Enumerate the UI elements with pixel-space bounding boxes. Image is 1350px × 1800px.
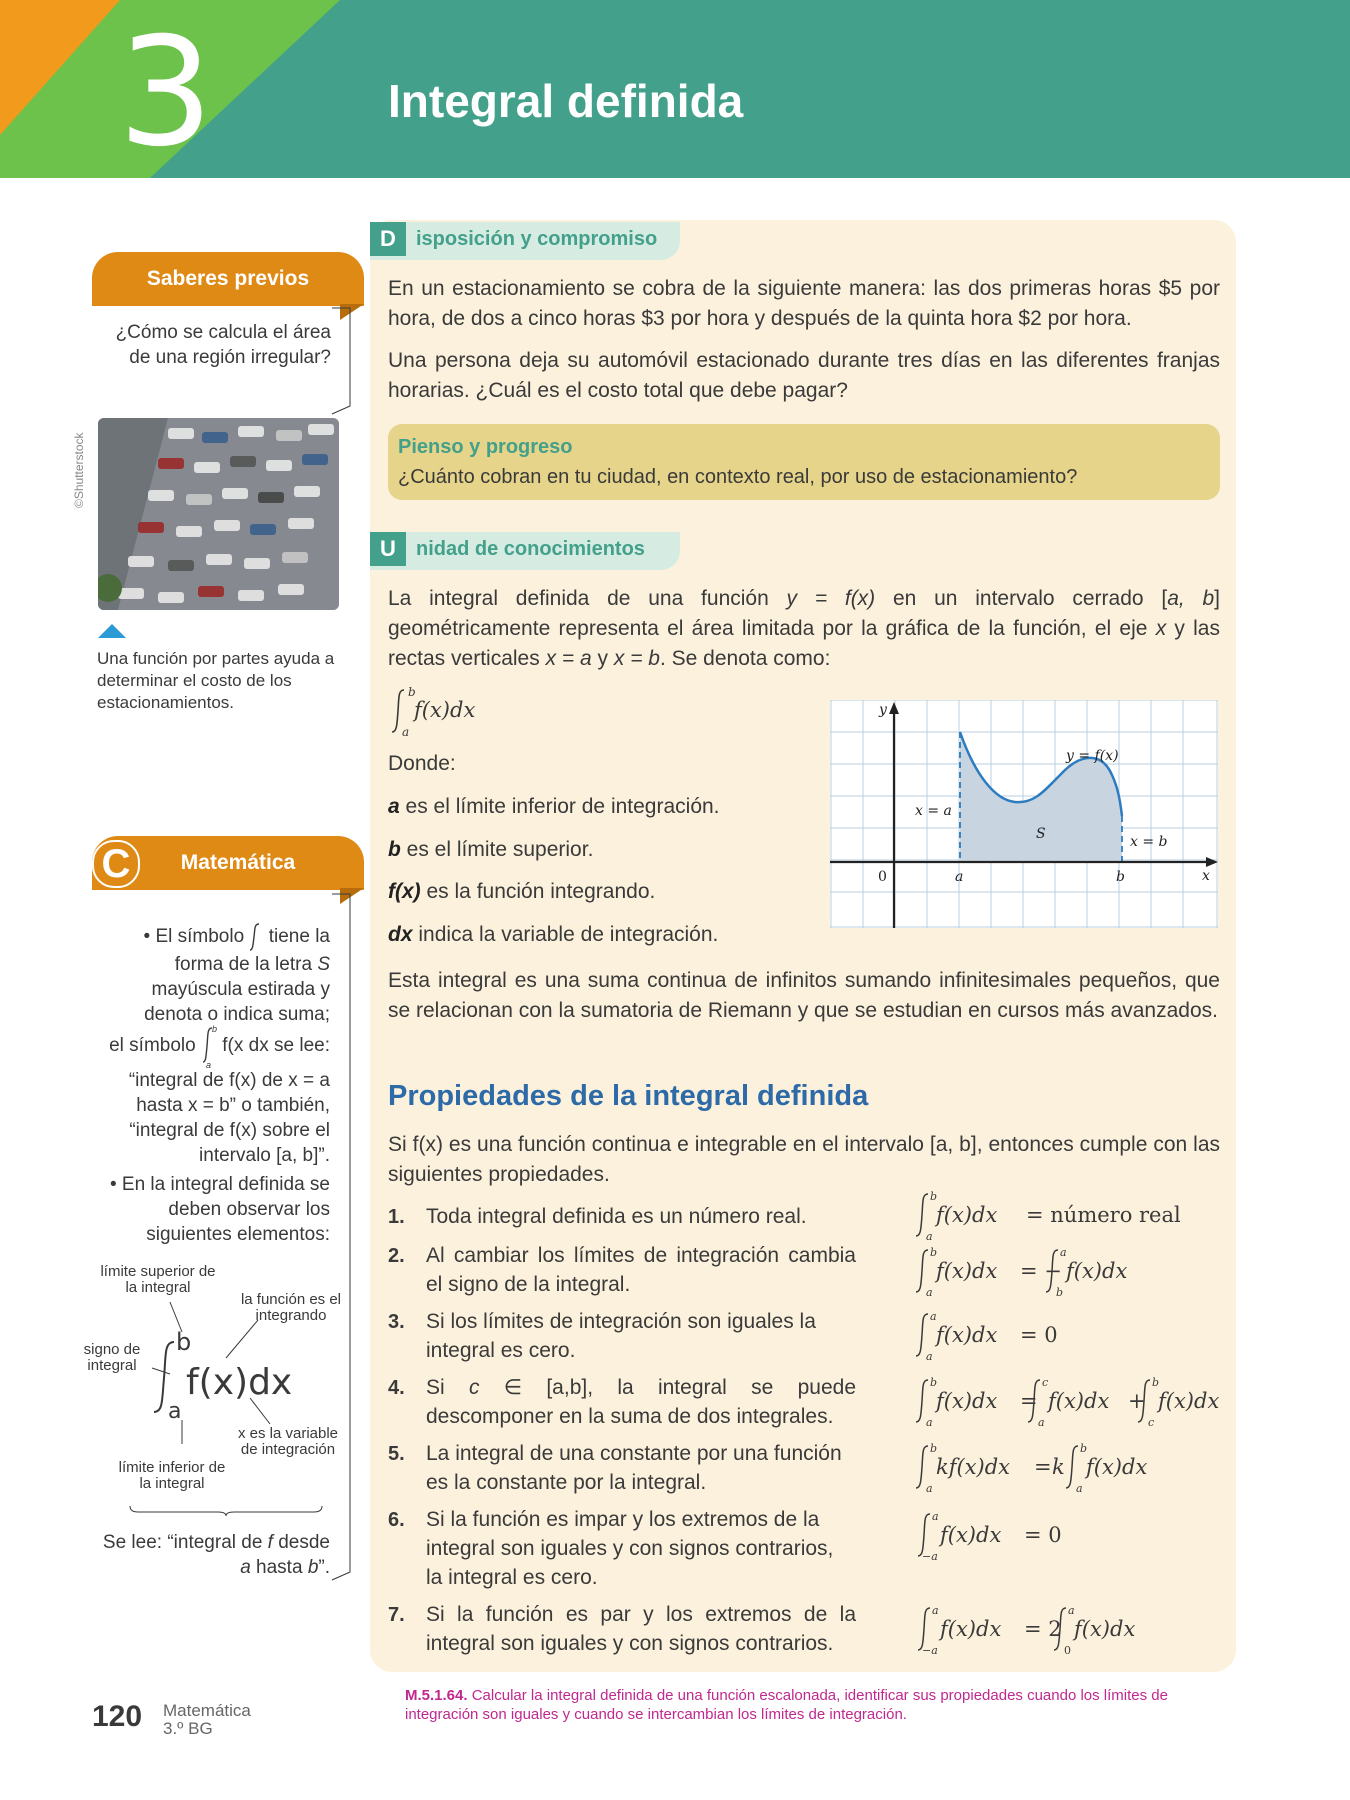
symbol-reading: el símbolo b a f(x dx se lee:	[109, 1024, 330, 1068]
section-title: nidad de conocimientos	[416, 538, 645, 560]
svg-text:f(x)dx: f(x)dx	[1086, 1455, 1148, 1479]
svg-text:kf(x)dx: kf(x)dx	[936, 1455, 1011, 1479]
section-letter: D	[370, 222, 406, 256]
x-axis-label: x	[1202, 868, 1210, 884]
svg-text:a: a	[926, 1230, 933, 1243]
annotation-integral-sign: signo de integral	[83, 1341, 141, 1374]
svg-text:=: =	[1020, 1389, 1038, 1413]
area-graph-svg	[830, 700, 1218, 928]
svg-text:b: b	[176, 1328, 192, 1356]
matematica-letter-icon: C	[92, 840, 140, 888]
section-title: isposición y compromiso	[416, 228, 658, 250]
property-text: Toda integral definida es un número real.	[426, 1205, 807, 1228]
section-tab-unidad	[370, 532, 680, 570]
y-axis-label: y	[879, 702, 887, 718]
svg-text:c: c	[1042, 1376, 1049, 1389]
svg-text:f(x)dx: f(x)dx	[936, 1259, 998, 1283]
svg-text:b: b	[930, 1376, 938, 1389]
matematica-tab	[92, 836, 364, 890]
svg-text:a: a	[926, 1350, 933, 1363]
svg-text:= −: = −	[1020, 1259, 1062, 1283]
svg-text:b: b	[930, 1442, 938, 1455]
elements-bullet: • En la integral definida se deben observar los siguientes elementos:	[109, 1174, 330, 1245]
photo-credit: ©Shutterstock	[72, 432, 86, 508]
property-text: Si c ∈ [a,b], la integral se puede descomponer en la suma de dos integrales.	[426, 1376, 856, 1428]
y-axis-arrow-icon	[889, 702, 899, 714]
brace-divider	[128, 1504, 324, 1516]
svg-text:b: b	[408, 686, 416, 699]
property-number: 2.	[388, 1245, 405, 1267]
property-number: 4.	[388, 1377, 405, 1399]
properties-title: Propiedades de la integral definida	[388, 1080, 869, 1112]
photo-caption: Una función por partes ayuda a determinar el costo de los estacionamientos.	[97, 649, 335, 712]
pienso-text: ¿Cuánto cobran en tu ciudad, en contexto real, por uso de estacionamiento?	[398, 466, 1078, 488]
svg-text:f(x)dx: f(x)dx	[940, 1617, 1002, 1641]
svg-text:b: b	[212, 1024, 217, 1034]
donde-label: Donde:	[388, 752, 456, 775]
formula-6	[916, 1510, 1206, 1563]
unit-number: 3	[118, 6, 214, 178]
svg-text:f(x)dx: f(x)dx	[1158, 1389, 1220, 1413]
property-text: Si la función es par y los extremos de la integral son iguales y con signos contrarios.	[426, 1603, 856, 1655]
annotation-variable: x es la variable de integración	[237, 1425, 339, 1458]
section-letter: U	[370, 532, 406, 566]
integral-diagram	[130, 1296, 330, 1466]
svg-text:a: a	[932, 1510, 939, 1523]
riemann-paragraph: Esta integral es una suma continua de infinitos sumando infinitesimales pequeños, que se relacionan con la sumatoria de Riemann y que se estudian en cursos más avanzados.	[388, 969, 1220, 1022]
skill-criterion: M.5.1.64. Calcular la integral definida de una función escalonada, identificar sus propiedades cuando los límites de integración son iguales y cuando se intercambian los límites de integración.	[405, 1687, 1168, 1723]
svg-text:a: a	[930, 1310, 937, 1323]
x-equals-a-label: x = a	[915, 803, 952, 819]
svg-text:= 0: = 0	[1024, 1523, 1062, 1547]
y-equals-fx-label: y = f(x)	[1066, 748, 1119, 764]
svg-text:a: a	[402, 725, 410, 736]
svg-text:f(x)dx: f(x)dx	[186, 1362, 293, 1403]
parking-lot-image	[98, 418, 339, 610]
origin-label: 0	[878, 869, 887, 885]
definition-paragraph: La integral definida de una función y = f(x) en un intervalo cerrado [a, b] geométricamente representa el área limitada por la gráfica de la función, el eje x y las rectas verticales x = a y x = b. Se denota como:	[388, 587, 1220, 670]
svg-text:f(x)dx: f(x)dx	[1066, 1259, 1128, 1283]
svg-text:a: a	[926, 1286, 933, 1299]
area-graph	[830, 700, 1218, 928]
unit-title: Integral definida	[388, 75, 744, 127]
formula-4	[916, 1376, 1220, 1429]
svg-text:f(x)dx: f(x)dx	[936, 1323, 998, 1347]
integral-sign-icon	[249, 922, 263, 952]
svg-text:b: b	[1080, 1442, 1088, 1455]
svg-text:0: 0	[1064, 1644, 1071, 1657]
integral-sign-icon	[201, 1024, 217, 1068]
svg-text:b: b	[1056, 1286, 1064, 1299]
svg-text:c: c	[1148, 1416, 1155, 1429]
formula-1	[916, 1190, 1206, 1243]
formula-2	[916, 1246, 1206, 1299]
svg-text:+: +	[1128, 1389, 1146, 1413]
svg-text:f(x)dx: f(x)dx	[1048, 1389, 1110, 1413]
definition-dx: dx indica la variable de integración.	[388, 923, 719, 946]
svg-text:−a: −a	[922, 1644, 938, 1657]
saberes-question: ¿Cómo se calcula el área de una región irregular?	[115, 322, 331, 368]
svg-text:a: a	[1076, 1482, 1083, 1495]
svg-text:f(x)dx: f(x)dx	[414, 698, 476, 722]
annotation-integrand: la función es el integrando	[240, 1291, 342, 1324]
property-number: 3.	[388, 1311, 405, 1333]
symbol-quote: “integral de f(x) de x = a hasta x = b” o también, “integral de f(x) sobre el intervalo [a, b]”.	[128, 1070, 330, 1166]
formula-3	[916, 1310, 1206, 1363]
svg-text:k: k	[1052, 1455, 1065, 1479]
svg-text:b: b	[1152, 1376, 1160, 1389]
caption-triangle-icon	[98, 624, 126, 638]
integral-reading: Se lee: “integral de f desde a hasta b”.	[102, 1532, 330, 1578]
pienso-title: Pienso y progreso	[398, 436, 573, 458]
definition-fx: f(x) es la función integrando.	[388, 880, 656, 903]
formula-7	[916, 1604, 1206, 1657]
property-text: Al cambiar los límites de integración cambia el signo de la integral.	[426, 1244, 856, 1296]
properties-intro: Si f(x) es una función continua e integrable en el intervalo [a, b], entonces cumple con las siguientes propiedades.	[388, 1133, 1220, 1186]
chapter-header	[0, 0, 1350, 178]
symbol-bullet: • El símbolo tiene la forma de la letra S mayúscula estirada y denota o indica suma;	[98, 922, 330, 1027]
parking-photo	[98, 418, 339, 610]
svg-text:f(x)dx: f(x)dx	[936, 1203, 998, 1227]
svg-text:a: a	[932, 1604, 939, 1617]
svg-text:a: a	[168, 1399, 182, 1424]
matematica-title: Matemática	[180, 851, 296, 874]
annotation-upper-limit: límite superior de la integral	[100, 1263, 216, 1296]
a-label: a	[955, 869, 964, 885]
page-number: 120	[92, 1700, 143, 1733]
section-tab-disposicion	[370, 222, 680, 260]
property-number: 6.	[388, 1509, 405, 1531]
saberes-previos-tab: Saberes previos	[92, 252, 364, 306]
property-text: Si la función es impar y los extremos de la integral son iguales y con signos contrarios, la integral es cero.	[426, 1508, 834, 1589]
svg-text:f(x)dx: f(x)dx	[1074, 1617, 1136, 1641]
disposicion-paragraph-2: Una persona deja su automóvil estacionado durante tres días en las diferentes franjas horarias. ¿Cuál es el costo total que debe pagar?	[388, 349, 1220, 402]
saberes-bracket	[330, 306, 352, 416]
property-number: 1.	[388, 1206, 405, 1228]
x-axis-arrow-icon	[1206, 857, 1218, 867]
formula-5	[916, 1442, 1206, 1495]
svg-text:b: b	[930, 1190, 938, 1203]
matematica-bracket	[330, 892, 352, 1582]
property-number: 7.	[388, 1604, 405, 1626]
annotation-lower-limit: límite inferior de la integral	[118, 1459, 226, 1492]
svg-text:a: a	[1038, 1416, 1045, 1429]
b-label: b	[1116, 869, 1125, 885]
svg-text:f(x)dx: f(x)dx	[940, 1523, 1002, 1547]
svg-text:= 2: = 2	[1024, 1617, 1062, 1641]
x-equals-b-label: x = b	[1130, 834, 1168, 850]
svg-text:= número real: = número real	[1026, 1203, 1181, 1227]
svg-text:a: a	[206, 1060, 212, 1068]
svg-text:−a: −a	[922, 1550, 938, 1563]
svg-text:a: a	[1060, 1246, 1067, 1259]
property-text: La integral de una constante por una función es la constante por la integral.	[426, 1442, 842, 1494]
integral-sign-icon	[390, 686, 510, 736]
disposicion-paragraph-1: En un estacionamiento se cobra de la siguiente manera: las dos primeras horas $5 por hora, de dos a cinco horas $3 por hora y después de la quinta hora $2 por hora.	[388, 277, 1220, 330]
svg-text:a: a	[1068, 1604, 1075, 1617]
svg-text:b: b	[930, 1246, 938, 1259]
svg-text:a: a	[926, 1482, 933, 1495]
integral-notation	[390, 686, 510, 736]
book-title: Matemática 3.º BG	[163, 1701, 251, 1738]
svg-text:f(x)dx: f(x)dx	[936, 1389, 998, 1413]
definition-a: a es el límite inferior de integración.	[388, 795, 720, 818]
property-number: 5.	[388, 1443, 405, 1465]
definition-b: b es el límite superior.	[388, 838, 594, 861]
property-text: Si los límites de integración son iguales la integral es cero.	[426, 1310, 816, 1362]
svg-text:a: a	[926, 1416, 933, 1429]
region-s-label: S	[1036, 826, 1046, 842]
svg-text:=: =	[1034, 1455, 1052, 1479]
svg-text:= 0: = 0	[1020, 1323, 1058, 1347]
